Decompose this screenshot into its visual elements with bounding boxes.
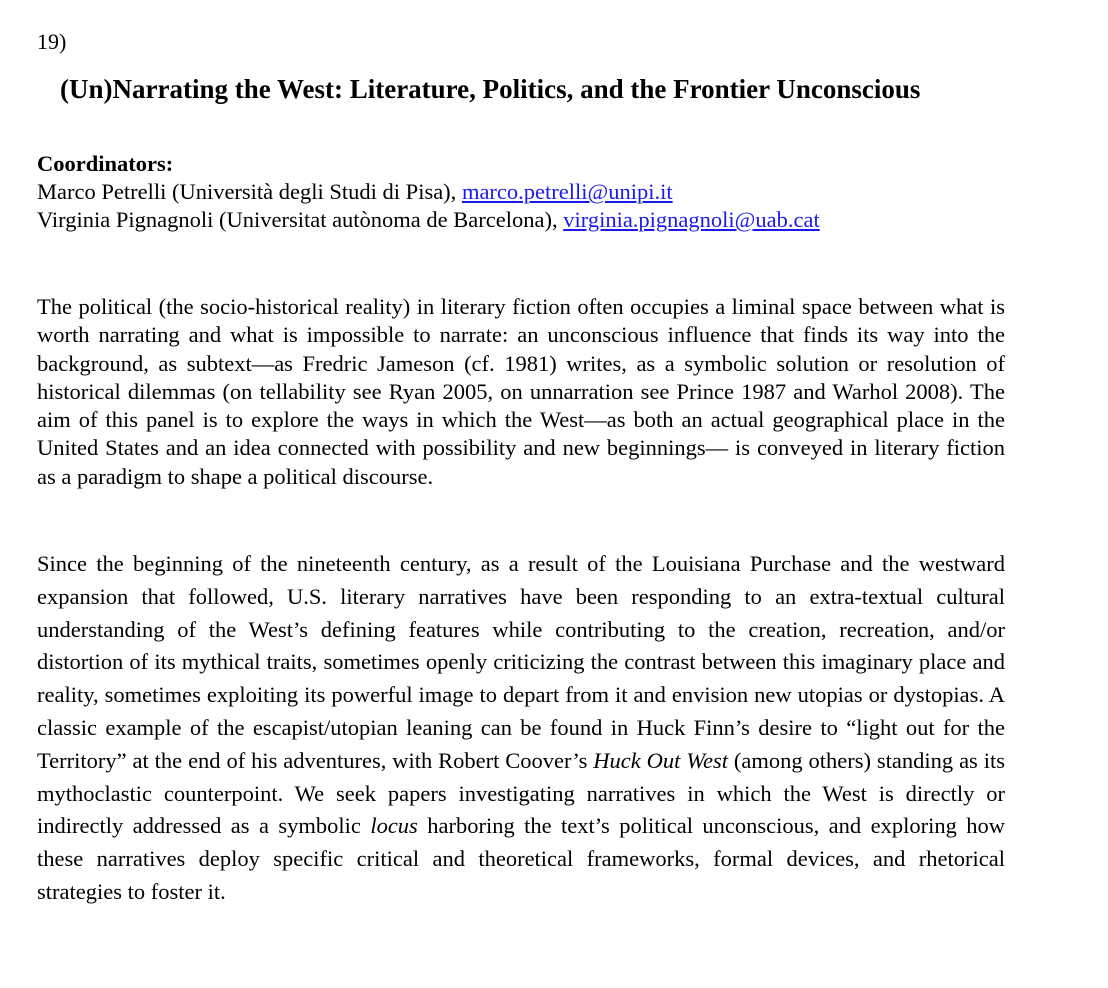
body-paragraph: The political (the socio-historical reality) in literary fiction often occupies a liminal space between what is worth narrating and what is impossible to narrate: an unconscious influence that finds its way into the background, as subtext—as Fredric Jameson (cf. 1981) writes, as a symbolic solution or resolution of historical dilemmas (on tellability see Ryan 2005, on unnarration see Prince 1987 and Warhol 2008). The aim of this panel is to explore the ways in which the West—as both an actual geographical place in the United States and an idea connected with possibility and new beginnings— is conveyed in literary fiction as a paradigm to shape a political discourse. bbox=[37, 294, 1005, 489]
coordinator-email-link[interactable]: virginia.pignagnoli@uab.cat bbox=[563, 207, 820, 232]
coordinators-heading: Coordinators: bbox=[37, 151, 174, 176]
coordinators-block bbox=[37, 150, 820, 234]
paragraph-text: Since the beginning of the nineteenth century, as a result of the Louisiana Purchase and the westward expansion that followed, U.S. literary narratives have been responding to an extra-textual cultural understanding of the West’s defining features while contributing to the creation, recreation, and/or distortion of its mythical traits, sometimes openly criticizing the contrast between this imaginary place and reality, sometimes exploiting its powerful image to depart from it and envision new utopias or dystopias. A classic example of the escapist/utopian leaning can be found in Huck Finn’s desire to “light out for the Territory” at the end of his adventures, with Robert Coover’s bbox=[37, 551, 1005, 773]
panel-title: (Un)Narrating the West: Literature, Politics, and the Frontier Unconscious bbox=[60, 74, 921, 104]
body-paragraph bbox=[37, 548, 1005, 909]
paragraph-text: harboring the text’s political unconscious, and exploring how these narratives deploy specific critical and theoretical frameworks, formal devices, and rhetorical strategies to foster it. bbox=[37, 813, 1006, 904]
coordinator-affiliation: Marco Petrelli (Università degli Studi di Pisa), bbox=[37, 179, 462, 204]
coordinator-entry bbox=[37, 206, 820, 234]
coordinator-affiliation: Virginia Pignagnoli (Universitat autònoma de Barcelona), bbox=[37, 207, 564, 232]
section-number: 19) bbox=[37, 29, 67, 54]
italic-book-title: Huck Out West bbox=[593, 747, 728, 773]
coordinator-entry bbox=[37, 178, 820, 206]
paragraph-text: (among others) standing as its mythoclastic counterpoint. We seek papers investigating narratives in which the West is directly or indirectly addressed as a symbolic bbox=[37, 747, 1005, 839]
coordinator-email-link[interactable]: marco.petrelli@unipi.it bbox=[461, 179, 673, 204]
italic-term: locus bbox=[370, 813, 418, 839]
